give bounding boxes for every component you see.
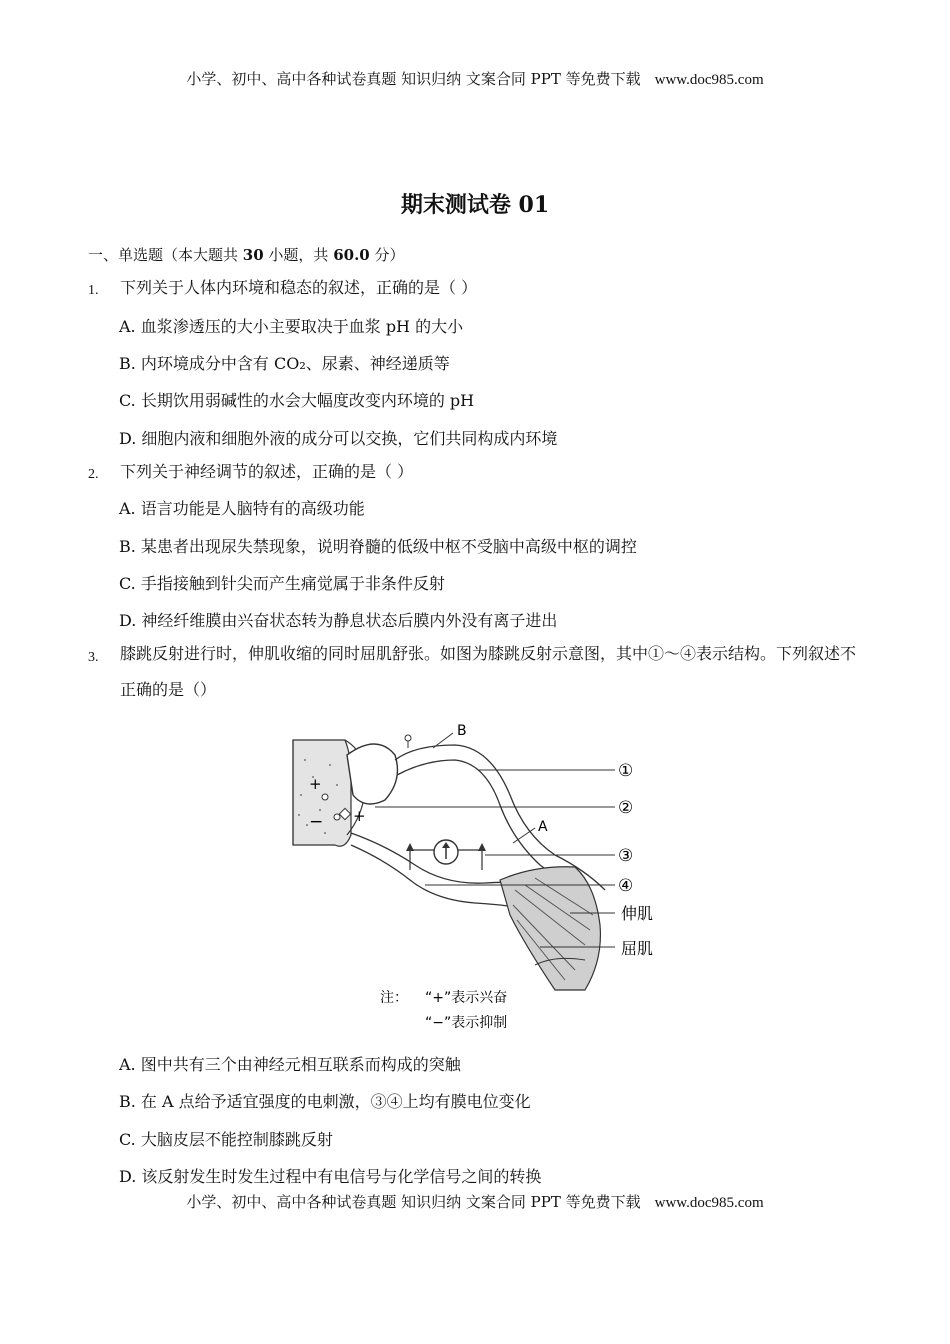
label-a: A <box>538 819 548 835</box>
label-4: ④ <box>618 876 634 896</box>
label-2: ② <box>618 798 634 818</box>
question-number: 2. <box>88 467 99 482</box>
section-score: 60.0 <box>333 246 370 264</box>
section-heading <box>88 244 405 265</box>
question-2-option-c: C. 手指接触到针尖而产生痛觉属于非条件反射 <box>119 574 445 593</box>
minus-sign: − <box>309 812 324 832</box>
question-number: 3. <box>88 650 99 665</box>
label-1: ① <box>618 761 634 781</box>
question-stem: 下列关于神经调节的叙述，正确的是（ ） <box>120 462 414 481</box>
dorsal-root-ganglion <box>347 744 397 804</box>
banner-text: 小学、初中、高中各种试卷真题 知识归纳 文案合同 PPT 等免费下载 <box>186 1193 641 1211</box>
label-3: ③ <box>618 846 634 866</box>
question-2-option-a: A. 语言功能是人脑特有的高级功能 <box>119 499 365 518</box>
question-2 <box>88 463 868 499</box>
question-3 <box>88 646 868 718</box>
section-mid: 小题，共 <box>263 246 334 264</box>
question-stem: 下列关于人体内环境和稳态的叙述，正确的是（ ） <box>120 278 478 297</box>
section-count: 30 <box>242 246 264 264</box>
plus-sign: + <box>353 807 366 825</box>
banner-url[interactable]: www.doc985.com <box>654 1195 764 1211</box>
banner-text: 小学、初中、高中各种试卷真题 知识归纳 文案合同 PPT 等免费下载 <box>186 70 641 88</box>
question-1-option-b: B. 内环境成分中含有 CO₂、尿素、神经递质等 <box>119 354 450 373</box>
note-inhibit: “−”表示抑制 <box>425 1015 508 1031</box>
plus-sign: + <box>309 775 322 793</box>
question-3-option-b: B. 在 A 点给予适宜强度的电刺激，③④上均有膜电位变化 <box>119 1092 531 1111</box>
question-stem: 膝跳反射进行时，伸肌收缩的同时屈肌舒张。如图为膝跳反射示意图，其中①～④表示结构。下列叙述不正确的是（） <box>120 644 857 699</box>
question-3-option-a: A. 图中共有三个由神经元相互联系而构成的突触 <box>119 1055 461 1074</box>
section-prefix: 一、单选题（本大题共 <box>88 246 243 264</box>
question-1-option-a: A. 血浆渗透压的大小主要取决于血浆 pH 的大小 <box>119 317 464 336</box>
footer-banner <box>0 1191 950 1212</box>
question-2-option-d: D. 神经纤维膜由兴奋状态转为静息状态后膜内外没有离子进出 <box>119 611 558 630</box>
note-prefix: 注： <box>380 990 408 1006</box>
note-excite: “+”表示兴奋 <box>425 990 508 1006</box>
banner-url[interactable]: www.doc985.com <box>654 72 764 88</box>
label-extensor: 伸肌 <box>621 904 654 923</box>
label-b: B <box>457 723 467 739</box>
header-banner <box>0 68 950 89</box>
receptor <box>405 735 411 741</box>
question-1 <box>88 279 868 315</box>
question-1-option-c: C. 长期饮用弱碱性的水会大幅度改变内环境的 pH <box>119 391 475 410</box>
question-3-option-c: C. 大脑皮层不能控制膝跳反射 <box>119 1130 333 1149</box>
section-suffix: 分） <box>369 246 405 264</box>
page-title: 期末测试卷 01 <box>400 192 550 218</box>
question-number: 1. <box>88 283 99 298</box>
question-1-option-d: D. 细胞内液和细胞外液的成分可以交换，它们共同构成内环境 <box>119 429 558 448</box>
question-2-option-b: B. 某患者出现尿失禁现象，说明脊髓的低级中枢不受脑中高级中枢的调控 <box>119 537 637 556</box>
galvanometer <box>406 840 486 870</box>
label-flexor: 屈肌 <box>621 939 654 958</box>
knee-jerk-reflex-diagram <box>285 715 675 1035</box>
question-3-option-d: D. 该反射发生时发生过程中有电信号与化学信号之间的转换 <box>119 1167 542 1186</box>
